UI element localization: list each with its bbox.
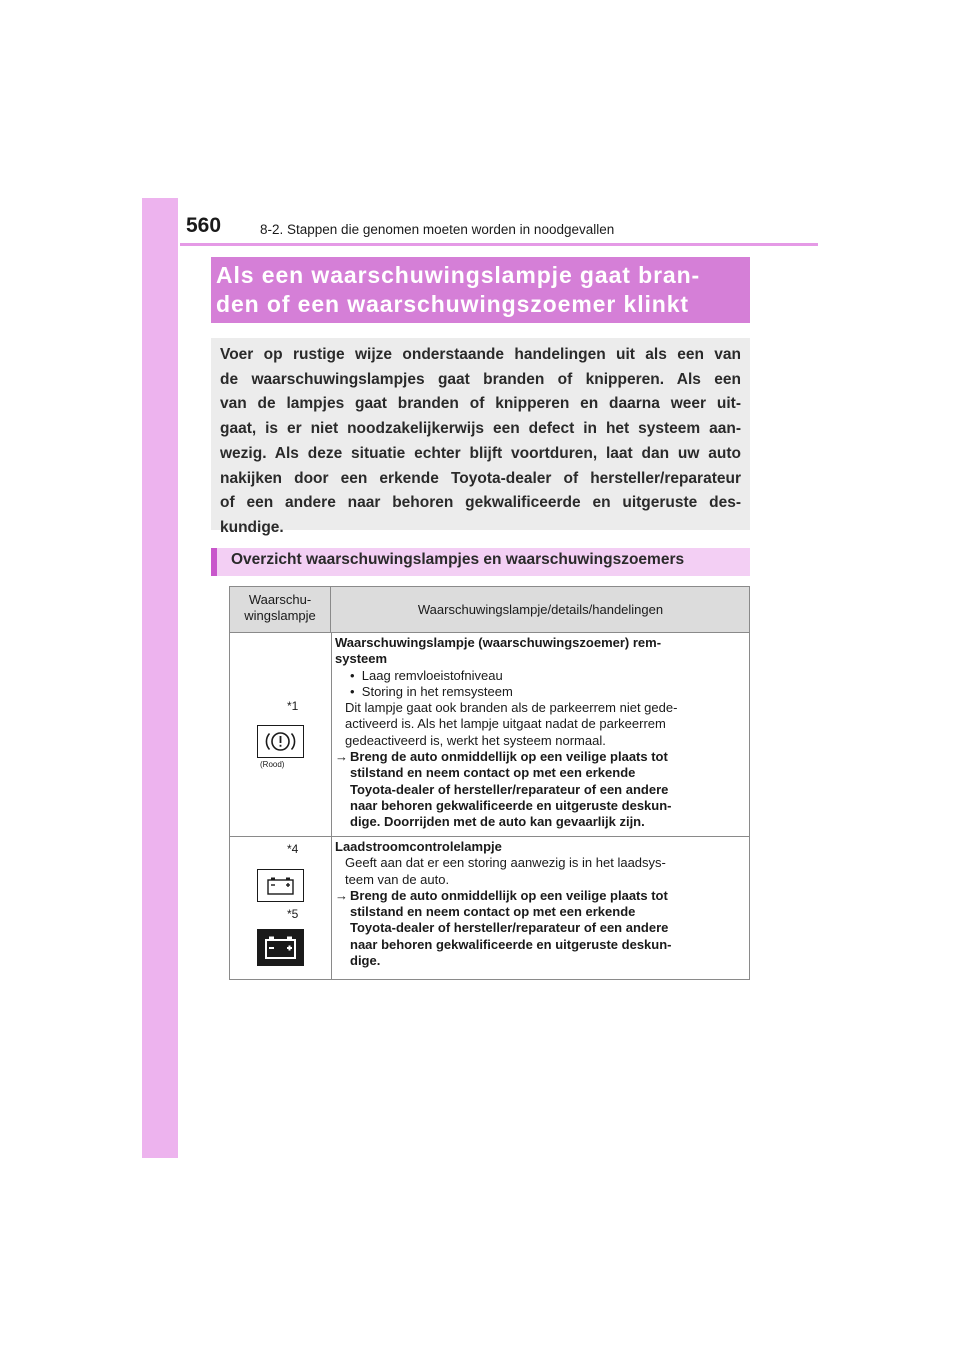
footnote-marker	[287, 907, 298, 921]
side-tab	[142, 198, 178, 1158]
table-cell-icon	[230, 633, 332, 836]
action-line: naar behoren gekwalificeerde en uitgeruste deskun-	[350, 797, 672, 813]
battery-icon	[257, 929, 304, 966]
detail-line: teem van de auto.	[345, 871, 450, 887]
footnote-text: *4	[287, 842, 299, 856]
page-number: 560	[186, 214, 222, 237]
header-rule	[180, 243, 818, 246]
title-box	[211, 257, 750, 323]
action-text: Breng de auto onmiddellijk op een veilige plaats tot	[350, 749, 668, 765]
detail-line: gedeactiveerd is, werkt het systeem normaal.	[345, 732, 606, 748]
brake-warning-icon-svg	[258, 726, 303, 757]
intro-line: van de lampjes gaat branden of knipperen en daarna weer uit-	[220, 395, 741, 413]
intro-line: de waarschuwingslampjes gaat branden of knipperen. Als een	[220, 370, 741, 388]
subheading: Overzicht waarschuwingslampjes en waarschuwingszoemers	[231, 551, 685, 568]
intro-line: Voer op rustige wijze onderstaande handelingen uit als een van	[220, 346, 741, 363]
arrow-icon: →	[335, 749, 348, 765]
row-title: Laadstroomcontrolelampje	[335, 839, 502, 854]
table-row	[230, 633, 749, 837]
detail-line: Geeft aan dat er een storing aanwezig is in het laadsys-	[345, 855, 666, 871]
table-row	[230, 837, 749, 979]
warning-table	[229, 586, 750, 980]
footnote-text: *5	[287, 907, 299, 921]
bullet-item	[335, 684, 745, 700]
bullet-dot: •	[350, 667, 362, 683]
table-header-row	[230, 587, 749, 633]
table-header-details: Waarschuwingslampje/details/handelingen	[417, 602, 664, 617]
intro-line: kundige.	[220, 518, 284, 536]
table-header-lamp	[230, 587, 331, 632]
bullet-dot: •	[350, 683, 362, 699]
intro-line: of een andere naar behoren gekwalificeerde en uitgeruste des-	[220, 494, 741, 512]
row-title: Waarschuwingslampje (waarschuwingszoemer) rem-	[335, 635, 662, 650]
action-line	[335, 888, 745, 904]
action-text: Breng de auto onmiddellijk op een veilige plaats tot	[350, 887, 668, 903]
table-header-lamp-line2: wingslampje	[244, 608, 316, 623]
action-line: stilstand en neem contact op met een erkende	[350, 904, 636, 920]
table-cell-details	[335, 635, 745, 831]
detail-line: activeerd is. Als het lampje uitgaat nadat de parkeerrem	[345, 716, 666, 732]
brake-warning-icon	[257, 725, 304, 758]
battery-icon	[257, 869, 304, 902]
section-header: 8-2. Stappen die genomen moeten worden in noodgevallen	[260, 222, 615, 237]
action-line: stilstand en neem contact op met een erkende	[350, 765, 636, 781]
arrow-icon: →	[335, 887, 348, 903]
battery-icon-svg	[257, 929, 304, 966]
subheading-box	[211, 548, 750, 576]
action-line: naar behoren gekwalificeerde en uitgeruste deskun-	[350, 936, 672, 952]
detail-line: Dit lampje gaat ook branden als de parkeerrem niet gede-	[345, 700, 678, 716]
table-header-lamp-line1: Waarschu-	[248, 592, 312, 607]
action-line: Toyota-dealer of hersteller/reparateur of een andere	[350, 920, 669, 936]
icon-caption: (Rood)	[260, 760, 285, 769]
action-line	[335, 749, 745, 765]
footnote-marker	[287, 699, 298, 713]
bullet-text: Laag remvloeistofniveau	[361, 667, 503, 683]
title-line-1: Als een waarschuwingslampje gaat bran-	[216, 262, 701, 288]
battery-icon-svg	[258, 870, 303, 901]
action-line: Toyota-dealer of hersteller/reparateur of een andere	[350, 781, 669, 797]
intro-line: nakijken door een erkende Toyota-dealer of hersteller/reparateur	[220, 469, 741, 487]
bullet-item	[335, 668, 745, 684]
footnote-marker	[287, 842, 298, 856]
footnote-text: *1	[287, 699, 299, 713]
action-line: dige.	[350, 953, 381, 969]
title-line-2: den of een waarschuwingszoemer klinkt	[216, 291, 689, 317]
intro-line: gaat, is er niet noodzakelijkerwijs een defect in het systeem aan-	[220, 420, 741, 438]
bullet-text: Storing in het remsysteem	[361, 683, 513, 699]
table-cell-icon	[230, 837, 332, 979]
action-line: dige. Doorrijden met de auto kan gevaarlijk zijn.	[350, 814, 645, 830]
table-cell-details	[335, 839, 745, 969]
row-title: systeem	[335, 651, 388, 667]
intro-line: wezig. Als deze situatie echter blijft voortduren, laat dan uw auto	[220, 444, 741, 462]
intro-box	[211, 338, 750, 536]
